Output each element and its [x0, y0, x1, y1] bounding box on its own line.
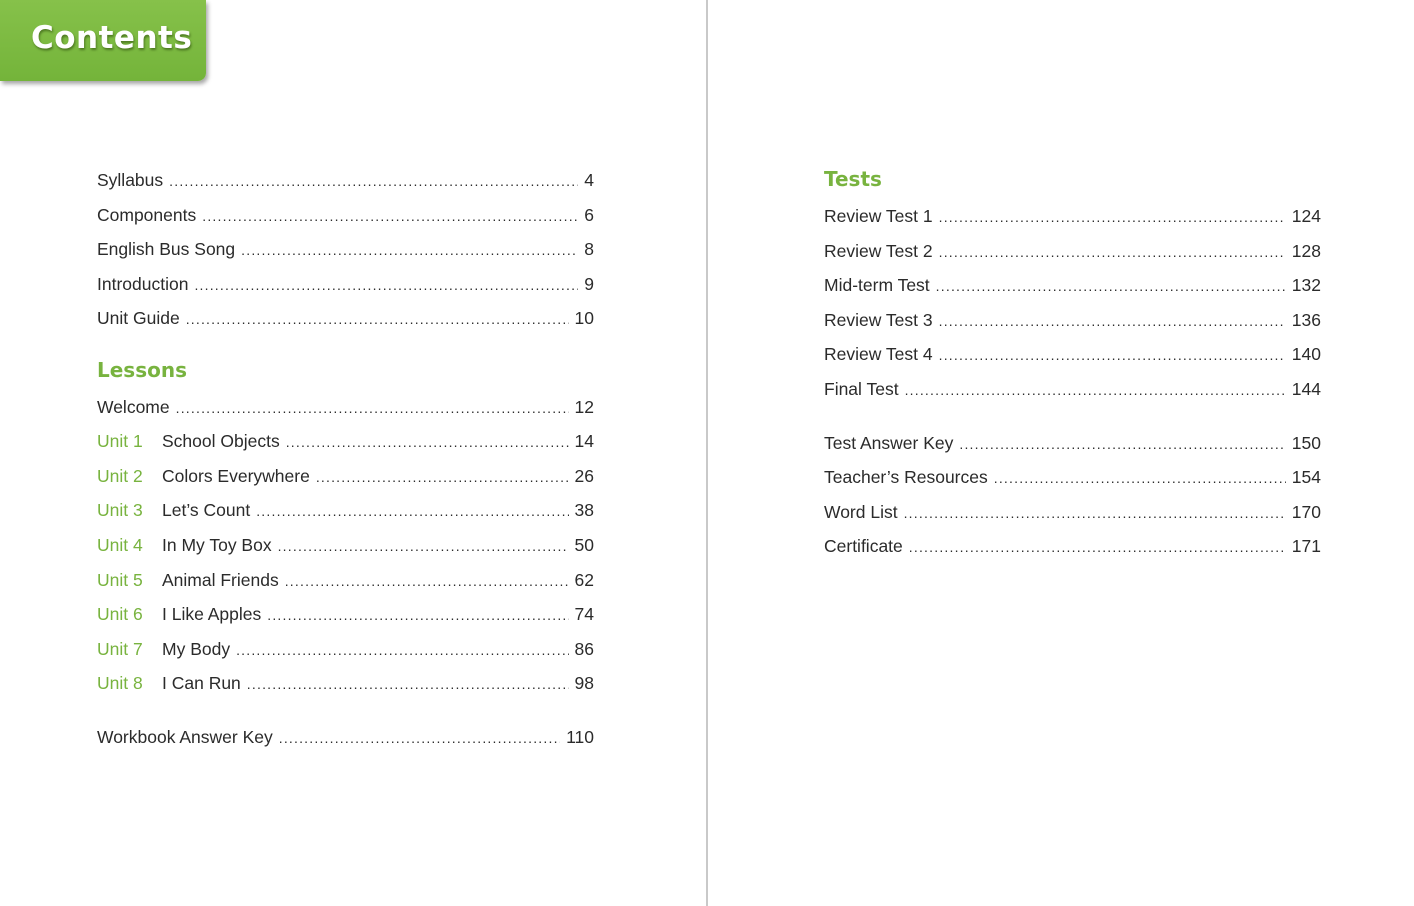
- unit-label: Unit 6: [97, 604, 143, 624]
- section-heading-lessons: Lessons: [97, 358, 187, 382]
- dot-leader: [256, 499, 568, 523]
- toc-page-number: 171: [1291, 536, 1321, 556]
- toc-entry-title: In My Toy Box: [162, 535, 272, 555]
- toc-entry-title: Review Test 2: [824, 241, 933, 261]
- toc-entry-components[interactable]: [97, 203, 594, 227]
- toc-entry-unit-4[interactable]: [97, 533, 594, 557]
- toc-entry-unit-7[interactable]: [97, 637, 594, 661]
- toc-entry-workbook-answer-key[interactable]: [97, 725, 594, 749]
- contents-tab: [0, 0, 206, 81]
- toc-entry-syllabus[interactable]: [97, 168, 594, 192]
- toc-entry-title: Certificate: [824, 536, 903, 556]
- page-title: Contents: [31, 20, 193, 56]
- toc-entry-title: Review Test 3: [824, 310, 933, 330]
- unit-label: Unit 5: [97, 570, 143, 590]
- toc-entry-word-list[interactable]: [824, 500, 1321, 524]
- toc-page-number: 74: [574, 604, 594, 624]
- toc-entry-title: Components: [97, 205, 197, 225]
- toc-page-number: 140: [1291, 344, 1321, 364]
- toc-entry-title: Syllabus: [97, 170, 164, 190]
- toc-entry-title: School Objects: [162, 431, 280, 451]
- toc-entry-title: Final Test: [824, 379, 899, 399]
- dot-leader: [939, 240, 1286, 264]
- toc-page-number: 154: [1291, 467, 1321, 487]
- toc-page-number: 86: [574, 639, 594, 659]
- toc-entry-title: Review Test 4: [824, 344, 933, 364]
- toc-entry-final-test[interactable]: [824, 377, 1321, 401]
- toc-page-number: 6: [584, 205, 594, 225]
- toc-page-number: 110: [566, 727, 594, 747]
- toc-page-number: 150: [1291, 433, 1321, 453]
- dot-leader: [267, 603, 568, 627]
- dot-leader: [936, 274, 1286, 298]
- dot-leader: [959, 432, 1285, 456]
- toc-page-number: 132: [1291, 275, 1321, 295]
- dot-leader: [247, 672, 569, 696]
- toc-entry-unit-8[interactable]: [97, 671, 594, 695]
- toc-entry-title: I Like Apples: [162, 604, 262, 624]
- toc-entry-title: Welcome: [97, 397, 170, 417]
- dot-leader: [994, 466, 1286, 490]
- unit-label: Unit 7: [97, 639, 143, 659]
- toc-entry-title: Colors Everywhere: [162, 466, 310, 486]
- toc-entry-review-test-2[interactable]: [824, 239, 1321, 263]
- unit-label: Unit 3: [97, 500, 143, 520]
- toc-entry-title: My Body: [162, 639, 231, 659]
- toc-entry-title: Let’s Count: [162, 500, 251, 520]
- toc-page-number: 12: [574, 397, 594, 417]
- toc-entry-unit-5[interactable]: [97, 568, 594, 592]
- toc-page-number: 10: [574, 308, 594, 328]
- toc-entry-certificate[interactable]: [824, 534, 1321, 558]
- toc-page-number: 170: [1291, 502, 1321, 522]
- toc-entry-test-answer-key[interactable]: [824, 431, 1321, 455]
- toc-entry-introduction[interactable]: [97, 272, 594, 296]
- toc-page-number: 50: [574, 535, 594, 555]
- toc-entry-welcome[interactable]: [97, 395, 594, 419]
- toc-page-number: 124: [1291, 206, 1321, 226]
- toc-entry-title: Mid-term Test: [824, 275, 930, 295]
- dot-leader: [286, 430, 569, 454]
- dot-leader: [202, 204, 578, 228]
- dot-leader: [278, 534, 569, 558]
- toc-entry-title: Unit Guide: [97, 308, 180, 328]
- toc-entry-unit-guide[interactable]: [97, 306, 594, 330]
- toc-page-number: 9: [584, 274, 594, 294]
- dot-leader: [939, 205, 1286, 229]
- toc-page-number: 14: [574, 431, 594, 451]
- dot-leader: [169, 169, 578, 193]
- toc-entry-title: Review Test 1: [824, 206, 933, 226]
- dot-leader: [939, 343, 1286, 367]
- page-spine-divider: [706, 0, 708, 906]
- toc-entry-review-test-4[interactable]: [824, 342, 1321, 366]
- toc-page-number: 128: [1291, 241, 1321, 261]
- toc-entry-unit-6[interactable]: [97, 602, 594, 626]
- toc-entry-title: Workbook Answer Key: [97, 727, 273, 747]
- dot-leader: [904, 501, 1286, 525]
- dot-leader: [176, 396, 569, 420]
- dot-leader: [316, 465, 569, 489]
- toc-entry-title: Animal Friends: [162, 570, 279, 590]
- toc-entry-title: Test Answer Key: [824, 433, 954, 453]
- toc-page-number: 4: [584, 170, 594, 190]
- toc-entry-english-bus-song[interactable]: [97, 237, 594, 261]
- dot-leader: [909, 535, 1286, 559]
- toc-page-number: 144: [1291, 379, 1321, 399]
- toc-page-number: 8: [584, 239, 594, 259]
- toc-entry-unit-3[interactable]: [97, 498, 594, 522]
- toc-page-number: 98: [574, 673, 594, 693]
- unit-label: Unit 4: [97, 535, 143, 555]
- dot-leader: [241, 238, 578, 262]
- section-heading-tests: Tests: [824, 167, 882, 191]
- toc-entry-review-test-3[interactable]: [824, 308, 1321, 332]
- unit-label: Unit 2: [97, 466, 143, 486]
- dot-leader: [186, 307, 569, 331]
- toc-entry-title: English Bus Song: [97, 239, 236, 259]
- toc-entry-title: I Can Run: [162, 673, 241, 693]
- dot-leader: [279, 726, 560, 750]
- toc-entry-teachers-resources[interactable]: [824, 465, 1321, 489]
- toc-page-number: 62: [574, 570, 594, 590]
- toc-page-number: 38: [574, 500, 594, 520]
- dot-leader: [939, 309, 1286, 333]
- dot-leader: [285, 569, 569, 593]
- toc-entry-review-test-1[interactable]: [824, 204, 1321, 228]
- toc-entry-unit-1[interactable]: [97, 429, 594, 453]
- dot-leader: [236, 638, 568, 662]
- toc-entry-title: Teacher’s Resources: [824, 467, 988, 487]
- unit-label: Unit 8: [97, 673, 143, 693]
- unit-label: Unit 1: [97, 431, 143, 451]
- dot-leader: [905, 378, 1286, 402]
- toc-page-number: 26: [574, 466, 594, 486]
- toc-entry-title: Word List: [824, 502, 898, 522]
- toc-entry-title: Introduction: [97, 274, 189, 294]
- toc-entry-unit-2[interactable]: [97, 464, 594, 488]
- toc-page-number: 136: [1291, 310, 1321, 330]
- toc-entry-mid-term-test[interactable]: [824, 273, 1321, 297]
- dot-leader: [194, 273, 578, 297]
